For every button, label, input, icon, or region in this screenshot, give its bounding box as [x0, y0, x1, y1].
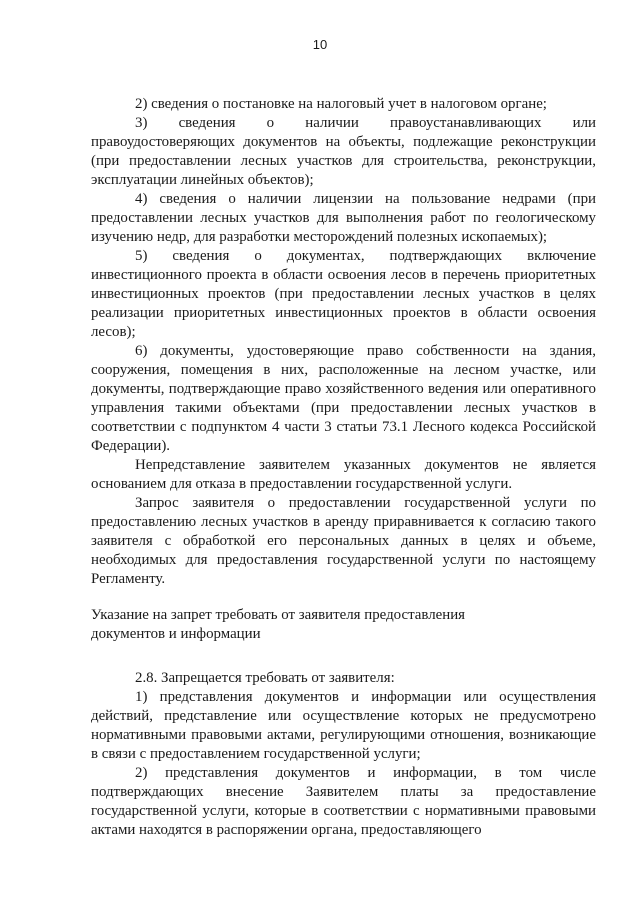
document-body: [91, 95, 596, 840]
paragraph: 1) представления документов и информации или осуществления действий, представление или осуществление которых не предусмотрено нормативными правовыми актами, регулирующими отношения, возникающие в связи с предоставлением государственной услуги;: [91, 689, 596, 762]
section-heading-line: Указание на запрет требовать от заявителя предоставления: [91, 607, 466, 623]
paragraph: 2) представления документов и информации, в том числе подтверждающих внесение Заявителем платы за предоставление государственной услуги, которые в соответствии с нормативными правовыми актами находятся в распоряжении органа, предоставляющего: [91, 765, 596, 838]
page-number: 10: [312, 37, 328, 52]
paragraph: 4) сведения о наличии лицензии на пользование недрами (при предоставлении лесных участков для выполнения работ по геологическому изучению недр, для разработки месторождений полезных ископаемых);: [91, 191, 596, 245]
paragraph: Запрос заявителя о предоставлении государственной услуги по предоставлению лесных участков в аренду приравнивается к согласию такого заявителя с обработкой его персональных данных в целях и объеме, необходимых для предоставления государственной услуги по настоящему Регламенту.: [91, 495, 596, 587]
paragraph: 5) сведения о документах, подтверждающих включение инвестиционного проекта в области освоения лесов в перечень приоритетных инвестиционных проектов (при предоставлении лесных участков в целях реализации приоритетных инвестиционных проектов в области освоения лесов);: [91, 248, 596, 340]
section-heading-line: документов и информации: [91, 626, 261, 642]
paragraph: 6) документы, удостоверяющие право собственности на здания, сооружения, помещения в них, расположенные на лесном участке, или документы, подтверждающие право хозяйственного ведения или оперативного управления такими объектами (при предоставлении лесных участков в соответствии с подпунктом 4 части 3 статьи 73.1 Лесного кодекса Российской Федерации).: [91, 343, 596, 454]
paragraph: 2.8. Запрещается требовать от заявителя:: [135, 670, 395, 686]
paragraph: 3) сведения о наличии правоустанавливающих или правоудостоверяющих документов на объекты, подлежащие реконструкции (при предоставлении лесных участков для строительства, реконструкции, эксплуатации линейных объектов);: [91, 115, 596, 188]
paragraph: 2) сведения о постановке на налоговый учет в налоговом органе;: [135, 96, 547, 112]
paragraph: Непредставление заявителем указанных документов не является основанием для отказа в предоставлении государственной услуги.: [91, 457, 596, 492]
section-heading: [91, 606, 596, 644]
